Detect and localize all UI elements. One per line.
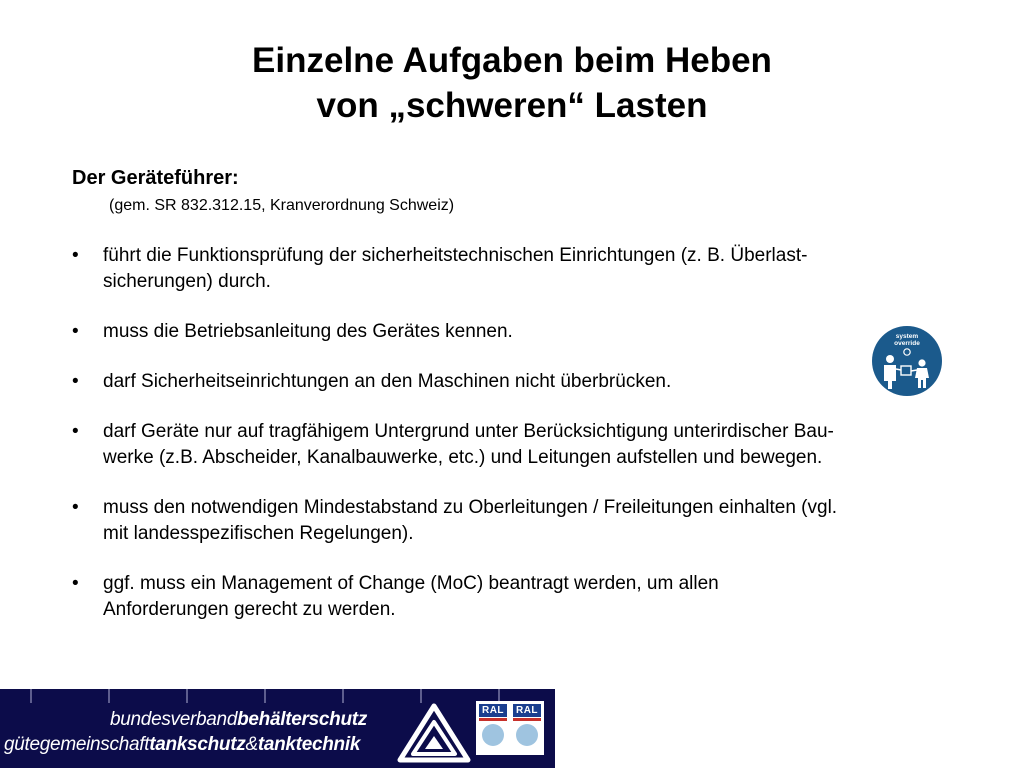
bullet-icon: • [72, 371, 79, 392]
section-heading: Der Geräteführer: [72, 167, 239, 189]
bullet-icon: • [72, 497, 79, 518]
footer-organisation-line-1: bundesverbandbehälterschutz [110, 709, 367, 730]
slide-title-line-2: von „schweren“ Lasten [316, 86, 708, 125]
pictogram-text-line-2: override [894, 340, 920, 347]
list-item-line-1: muss den notwendigen Mindestabstand zu Oberleitungen / Freileitungen einhalten (vgl. [103, 497, 838, 518]
list-item [72, 243, 1002, 295]
list-item [72, 419, 1002, 471]
slide-title-line-1: Einzelne Aufgaben beim Heben [252, 41, 772, 80]
slide-title [0, 38, 1024, 128]
person-right-head [918, 359, 925, 366]
task-list [72, 243, 1002, 647]
list-item-line-1: darf Sicherheitseinrichtungen an den Maschinen nicht überbrücken. [103, 371, 672, 392]
list-item-line-2: mit landesspezifischen Regelungen). [103, 523, 414, 544]
list-item-line-1: ggf. muss ein Management of Change (MoC) beantragt werden, um allen [103, 573, 719, 594]
list-item [72, 319, 1002, 345]
bullet-icon: • [72, 421, 79, 442]
list-item-line-1: darf Geräte nur auf tragfähigem Untergrund unter Berücksichtigung unterirdischer Bau- [103, 421, 834, 442]
list-item-line-1: führt die Funktionsprüfung der sicherheitstechnischen Einrichtungen (z. B. Überlast- [103, 245, 808, 266]
list-item-line-2: sicherungen) durch. [103, 271, 271, 292]
footer-banner [0, 689, 555, 768]
list-item [72, 369, 1002, 395]
list-item [72, 495, 1002, 547]
list-item-line-2: Anforderungen gerecht zu werden. [103, 599, 396, 620]
person-left-head [886, 355, 894, 363]
list-item-line-2: werke (z.B. Abscheider, Kanalbauwerke, etc.) und Leitungen aufstellen und bewegen. [103, 447, 823, 468]
bullet-icon: • [72, 321, 79, 342]
bullet-icon: • [72, 245, 79, 266]
list-item-line-1: muss die Betriebsanleitung des Gerätes kennen. [103, 321, 513, 342]
legal-reference-note: (gem. SR 832.312.15, Kranverordnung Schweiz) [109, 197, 455, 214]
list-item [72, 571, 1002, 623]
bullet-icon: • [72, 573, 79, 594]
system-override-pictogram-icon [872, 326, 942, 396]
ral-seal-tanktechnik-icon: RAL [510, 701, 544, 755]
pictogram-text-line-1: system [895, 333, 919, 340]
association-logo-icon [397, 703, 471, 763]
footer-organisation-line-2: gütegemeinschafttankschutz&tanktechnik [4, 734, 361, 755]
ral-seal-tankschutz-icon: RAL [476, 701, 510, 755]
